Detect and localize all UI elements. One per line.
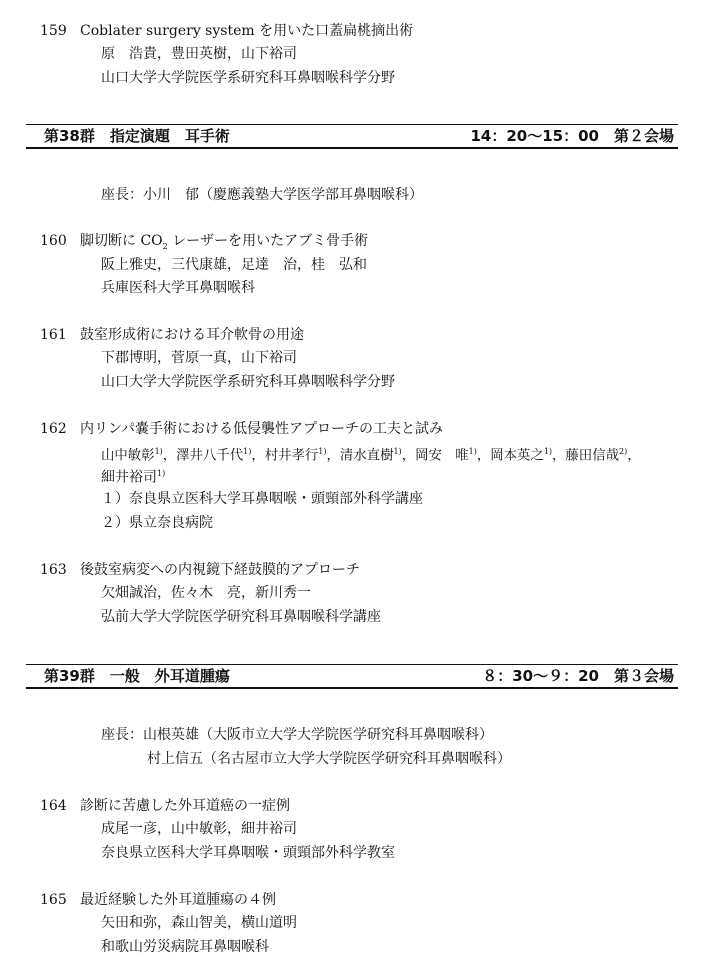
abstract-number: 162: [40, 421, 67, 437]
abstract-title: 後鼓室病変への内視鏡下経鼓膜的アプローチ: [80, 562, 360, 578]
abstract-number: 161: [40, 327, 67, 343]
author: ，藤田信哉: [552, 448, 619, 464]
authors: 成尾一彦，山中敏彰，細井裕司: [101, 821, 297, 837]
affiliation: 山口大学大学院医学系研究科耳鼻咽喉科学分野: [101, 374, 395, 390]
affiliation: ２）県立奈良病院: [101, 515, 213, 531]
authors: 阪上雅史，三代康雄，足達 治，桂 弘和: [101, 257, 367, 273]
affiliation: 山口大学大学院医学系研究科耳鼻咽喉科学分野: [101, 70, 395, 86]
section-label: 第38群 指定演題 耳手術: [44, 127, 230, 145]
author: 細井裕司: [101, 469, 157, 486]
affiliation: 和歌山労災病院耳鼻咽喉科: [101, 939, 269, 955]
abstract-number: 163: [40, 562, 67, 578]
authors: 欠畑誠治，佐々木 亮，新川秀一: [101, 585, 311, 601]
abstract-number: 160: [40, 233, 67, 249]
title-part: 脚切断に CO: [80, 233, 163, 249]
subscript: 2: [162, 241, 168, 251]
author-mark: 1): [243, 447, 252, 456]
author-mark: 2): [618, 447, 628, 456]
affiliation: １）奈良県立医科大学耳鼻咽喉・頭頸部外科学講座: [101, 491, 423, 507]
section-time: 14：20〜15：00 第２会場: [470, 127, 674, 145]
authors: 下郡博明，菅原一真，山下裕司: [101, 350, 297, 366]
author: ，岡安 唯: [401, 448, 469, 464]
abstract-title: 内リンパ嚢手術における低侵襲性アプローチの工夫と試み: [80, 421, 444, 437]
section-header: [26, 124, 678, 149]
chair: 座長：山根英雄（大阪市立大学大学院医学研究科耳鼻咽喉科）: [101, 727, 493, 743]
author-mark: 1): [157, 469, 166, 478]
authors: 矢田和弥，森山智美，横山道明: [101, 915, 297, 931]
author: ，澤井八千代: [162, 448, 244, 464]
author: ，岡本英之: [476, 448, 544, 464]
abstract-title: 鼓室形成術における耳介軟骨の用途: [80, 327, 304, 343]
abstract-number: 164: [40, 798, 67, 814]
chair: 村上信五（名古屋市立大学大学院医学研究科耳鼻咽喉科）: [147, 751, 511, 767]
author-separator: ，: [627, 448, 641, 464]
author: 山中敏彰: [101, 448, 155, 464]
abstract-title: 診断に苦慮した外耳道癌の一症例: [80, 798, 290, 814]
affiliation: 奈良県立医科大学耳鼻咽喉・頭頸部外科学教室: [101, 845, 395, 861]
author: ，清水直樹: [326, 448, 394, 464]
chair: 座長：小川 郁（慶應義塾大学医学部耳鼻咽喉科）: [101, 187, 423, 203]
abstract-title: [80, 232, 368, 256]
authors-continued: [101, 465, 165, 487]
abstract-title: 最近経験した外耳道腫瘍の４例: [80, 892, 276, 908]
authors: [101, 443, 641, 465]
affiliation: 弘前大学大学院医学研究科耳鼻咽喉科学講座: [101, 609, 381, 625]
author-mark: 1): [543, 447, 553, 456]
author-mark: 1): [154, 447, 163, 456]
author: ，村井孝行: [251, 448, 319, 464]
section-header: [26, 664, 678, 689]
section-time: ８：30〜９：20 第３会場: [482, 667, 674, 685]
author-mark: 1): [393, 447, 402, 456]
abstract-title: Coblater surgery system を用いた口蓋扁桃摘出術: [80, 23, 414, 39]
affiliation: 兵庫医科大学耳鼻咽喉科: [101, 280, 255, 296]
author-mark: 1): [318, 447, 327, 456]
authors: 原 浩貴，豊田英樹，山下裕司: [101, 46, 297, 62]
section-label: 第39群 一般 外耳道腫瘍: [44, 667, 230, 685]
abstract-number: 165: [40, 892, 67, 908]
author-mark: 1): [468, 447, 477, 456]
title-part: レーザーを用いたアブミ骨手術: [167, 233, 369, 249]
abstract-number: 159: [40, 23, 67, 39]
